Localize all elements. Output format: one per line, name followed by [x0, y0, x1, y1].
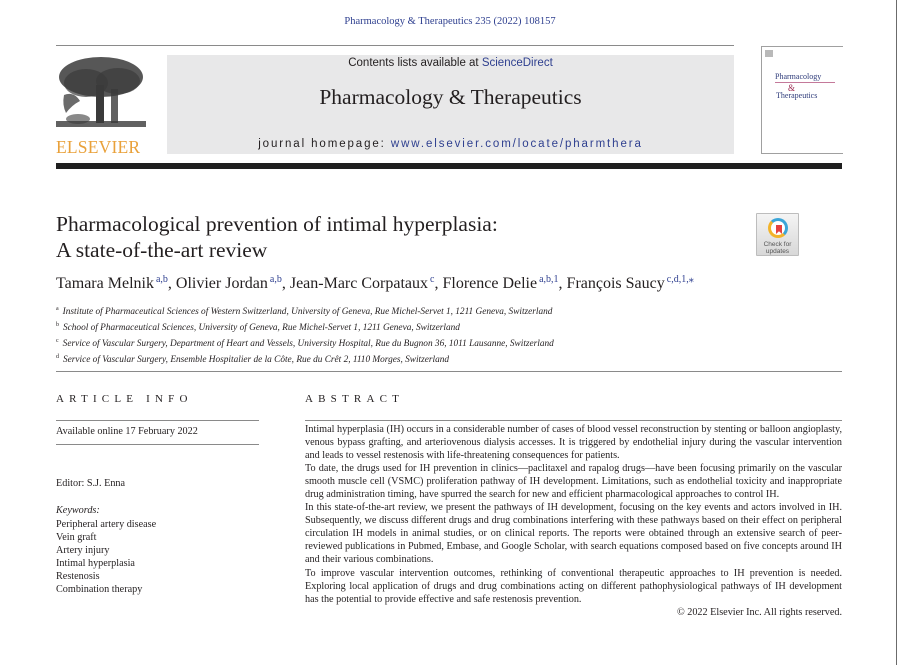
- affiliation-item: [56, 351, 816, 367]
- keyword-item: Artery injury: [56, 545, 110, 556]
- affiliation-item: [56, 303, 816, 319]
- affiliation-item: [56, 319, 816, 335]
- keywords-heading: Keywords:: [56, 505, 100, 516]
- keyword-item: Combination therapy: [56, 584, 143, 595]
- keyword-item: Peripheral artery disease: [56, 519, 157, 530]
- cover-line1: Pharmacology: [775, 72, 822, 81]
- page-edge-line: [896, 0, 897, 665]
- cover-title: [775, 73, 841, 100]
- editor-line: Editor: S.J. Enna: [56, 478, 126, 489]
- abstract-paragraph: In this state-of-the-art review, we present the pathways of IH development, focusing on the key events and actors involved in IH. Subsequently, we discuss different drugs and drug combinations interfering with these pathways based on their effect on peripheral circulation IH models in animal studies, or on clinical reports. The reports were obtained through an extensive search of peer-reviewed publications in Pubmed, Embase, and Google Scholar, with search equations composed based on five concepts around IH and their various combinations.: [305, 502, 842, 566]
- title-line-2: A state-of-the-art review: [56, 238, 268, 262]
- contents-line: [167, 57, 734, 69]
- journal-homepage-link[interactable]: www.elsevier.com/locate/pharmthera: [390, 138, 643, 150]
- author-list: [56, 274, 816, 293]
- keyword-item: Intimal hyperplasia: [56, 558, 135, 569]
- keywords-list: [56, 518, 156, 596]
- crossmark-label: [757, 241, 798, 255]
- cover-elsevier-icon: [765, 50, 773, 57]
- author-name[interactable]: Tamara Melnik: [56, 275, 154, 292]
- journal-name: Pharmacology & Therapeutics: [319, 85, 582, 109]
- affiliation-key: c: [56, 338, 59, 344]
- crossmark-label-line1: Check for: [763, 241, 792, 248]
- available-online-date: Available online 17 February 2022: [56, 426, 198, 437]
- affiliation-key: a: [56, 306, 59, 312]
- author-name[interactable]: Jean-Marc Corpataux: [289, 275, 429, 292]
- affiliation-text: School of Pharmaceutical Sciences, University of Geneva, Rue Michel-Servet 1, 1211 Geneva, Switzerland: [63, 323, 460, 333]
- affiliation-item: [56, 335, 816, 351]
- abstract-paragraph: To improve vascular intervention outcomes, rethinking of conventional therapeutic approaches to IH prevention is needed. Exploring local application of drugs and drug combinations acting on different pathophysiological pathways of IH development has the potential to provide effective and safe restenosis prevention.: [305, 567, 842, 605]
- affiliation-list: [56, 303, 816, 367]
- elsevier-tree-icon: [56, 55, 146, 133]
- contents-prefix: Contents lists available at: [348, 57, 482, 69]
- keyword-item: Vein graft: [56, 532, 97, 543]
- article-info-rule-2: [56, 444, 259, 445]
- author-name[interactable]: Olivier Jordan: [175, 275, 268, 292]
- article-info-rule: [56, 420, 259, 421]
- abstract-heading: ABSTRACT: [305, 393, 405, 405]
- abstract-body: [305, 423, 842, 619]
- crossmark-label-line2: updates: [765, 248, 790, 255]
- abstract-column: [305, 393, 842, 618]
- article-title: [56, 211, 736, 263]
- affiliation-key: d: [56, 354, 59, 360]
- section-divider: [56, 371, 842, 372]
- author-name[interactable]: Florence Delie: [442, 275, 538, 292]
- article-info-column: [56, 393, 259, 595]
- abstract-rule: [305, 420, 842, 421]
- header-rule-thick: [56, 163, 842, 169]
- title-line-1: Pharmacological prevention of intimal hyperplasia:: [56, 212, 498, 236]
- author-separator: ,: [558, 275, 567, 292]
- author-name[interactable]: François Saucy: [566, 275, 665, 292]
- bookmark-icon: [776, 225, 782, 234]
- journal-header-box: [167, 55, 734, 154]
- homepage-prefix: journal homepage:: [258, 138, 391, 150]
- keyword-item: Restenosis: [56, 571, 100, 582]
- author-affil-link[interactable]: a,b: [155, 274, 168, 285]
- crossmark-ring-icon: [768, 218, 788, 238]
- homepage-line: [167, 138, 734, 150]
- sciencedirect-link[interactable]: ScienceDirect: [481, 57, 553, 69]
- elsevier-wordmark: ELSEVIER: [56, 137, 141, 157]
- author-affil-link[interactable]: c,d,1,⁎: [666, 274, 694, 285]
- article-info-heading: ARTICLE INFO: [56, 393, 193, 405]
- journal-citation-link[interactable]: Pharmacology & Therapeutics 235 (2022) 108157: [344, 16, 556, 27]
- affiliation-key: b: [56, 322, 59, 328]
- affiliation-text: Service of Vascular Surgery, Ensemble Hospitalier de la Côte, Rue du Crêt 2, 1110 Morges, Switzerland: [63, 355, 450, 365]
- author-affil-link[interactable]: a,b: [269, 274, 282, 285]
- abstract-paragraph: To date, the drugs used for IH prevention in clinics—paclitaxel and rapalog drugs—have been focusing primarily on the vascular smooth muscle cell (VSMC) proliferation pathway of IH development. Limitations, such as endothelial toxicity and inappropriate drug administration timing, have spurred the search for new and efficient pharmacological approaches to control IH.: [305, 463, 842, 501]
- cover-line3: Therapeutics: [776, 91, 818, 100]
- author-affil-link[interactable]: a,b,1: [539, 274, 559, 285]
- abstract-paragraph: Intimal hyperplasia (IH) occurs in a considerable number of cases of blood vessel reconstruction by stenting or balloon angioplasty, venous bypass grafting, and arteriovenous dialysis accesses. It is triggered by endothelial injury during the vascular intervention and leads to vessel restenosis with life-threatening consequences for patients.: [305, 424, 842, 462]
- journal-cover-thumbnail[interactable]: [761, 46, 843, 154]
- elsevier-logo[interactable]: [56, 55, 146, 155]
- affiliation-text: Service of Vascular Surgery, Department of Heart and Vessels, University Hospital, Rue du Bugnon 36, 1011 Lausanne, Switzerland: [62, 339, 554, 349]
- author-separator: ,: [281, 275, 290, 292]
- author-affil-link[interactable]: c: [430, 274, 435, 285]
- author-separator: ,: [167, 275, 176, 292]
- check-for-updates-button[interactable]: [756, 213, 799, 256]
- cover-line2: &: [788, 83, 796, 93]
- author-separator: ,: [434, 275, 443, 292]
- copyright-notice: © 2022 Elsevier Inc. All rights reserved.: [676, 606, 842, 618]
- header-rule-top: [56, 45, 734, 46]
- cover-rule: [775, 82, 835, 83]
- affiliation-text: Institute of Pharmaceutical Sciences of Western Switzerland, University of Geneva, Rue Michel-Servet 1, 1211 Geneva, Switzerland: [62, 307, 553, 317]
